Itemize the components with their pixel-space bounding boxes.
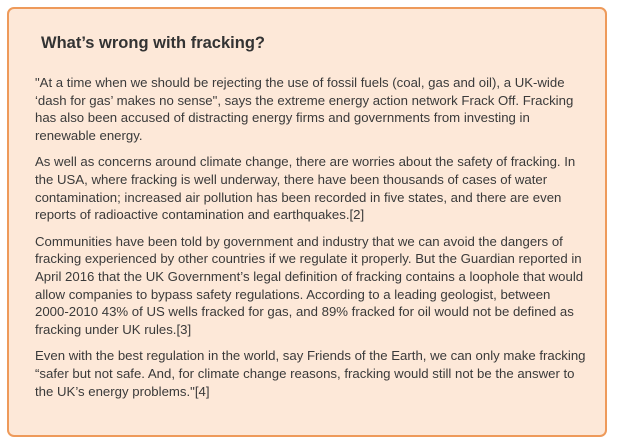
info-box [7, 7, 607, 437]
box-body [35, 74, 587, 400]
paragraph-safety-concerns: As well as concerns around climate change, there are worries about the safety of fracking. In the USA, where fracking is well underway, there have been thousands of cases of water contamination; increased air pollution has been recorded in five states, and there are even reports of radioactive contamination and earthquakes.[2] [35, 154, 576, 223]
paragraph-friends-of-the-earth: Even with the best regulation in the world, say Friends of the Earth, we can only make fracking “safer but not safe. And, for climate change reasons, fracking would still not be the answer to the UK’s energy problems."[4] [35, 348, 586, 399]
box-title: What’s wrong with fracking? [41, 34, 265, 52]
paragraph-dash-for-gas: "At a time when we should be rejecting the use of fossil fuels (coal, gas and oil), a UK-wide ‘dash for gas’ makes no sense", says the extreme energy action network Frack Off. Fracking has also been accused of distracting energy firms and governments from investing in renewable energy. [35, 75, 574, 143]
paragraph-regulation-loophole: Communities have been told by government and industry that we can avoid the dangers of fracking experienced by other countries if we regulate it properly. But the Guardian reported in April 2016 that the UK Government’s legal definition of fracking contains a loophole that would allow companies to bypass safety regulations. According to a leading geologist, between 2000-2010 43% of US wells fracked for gas, and 89% fracked for oil would not be defined as fracking under UK rules.[3] [35, 233, 584, 337]
